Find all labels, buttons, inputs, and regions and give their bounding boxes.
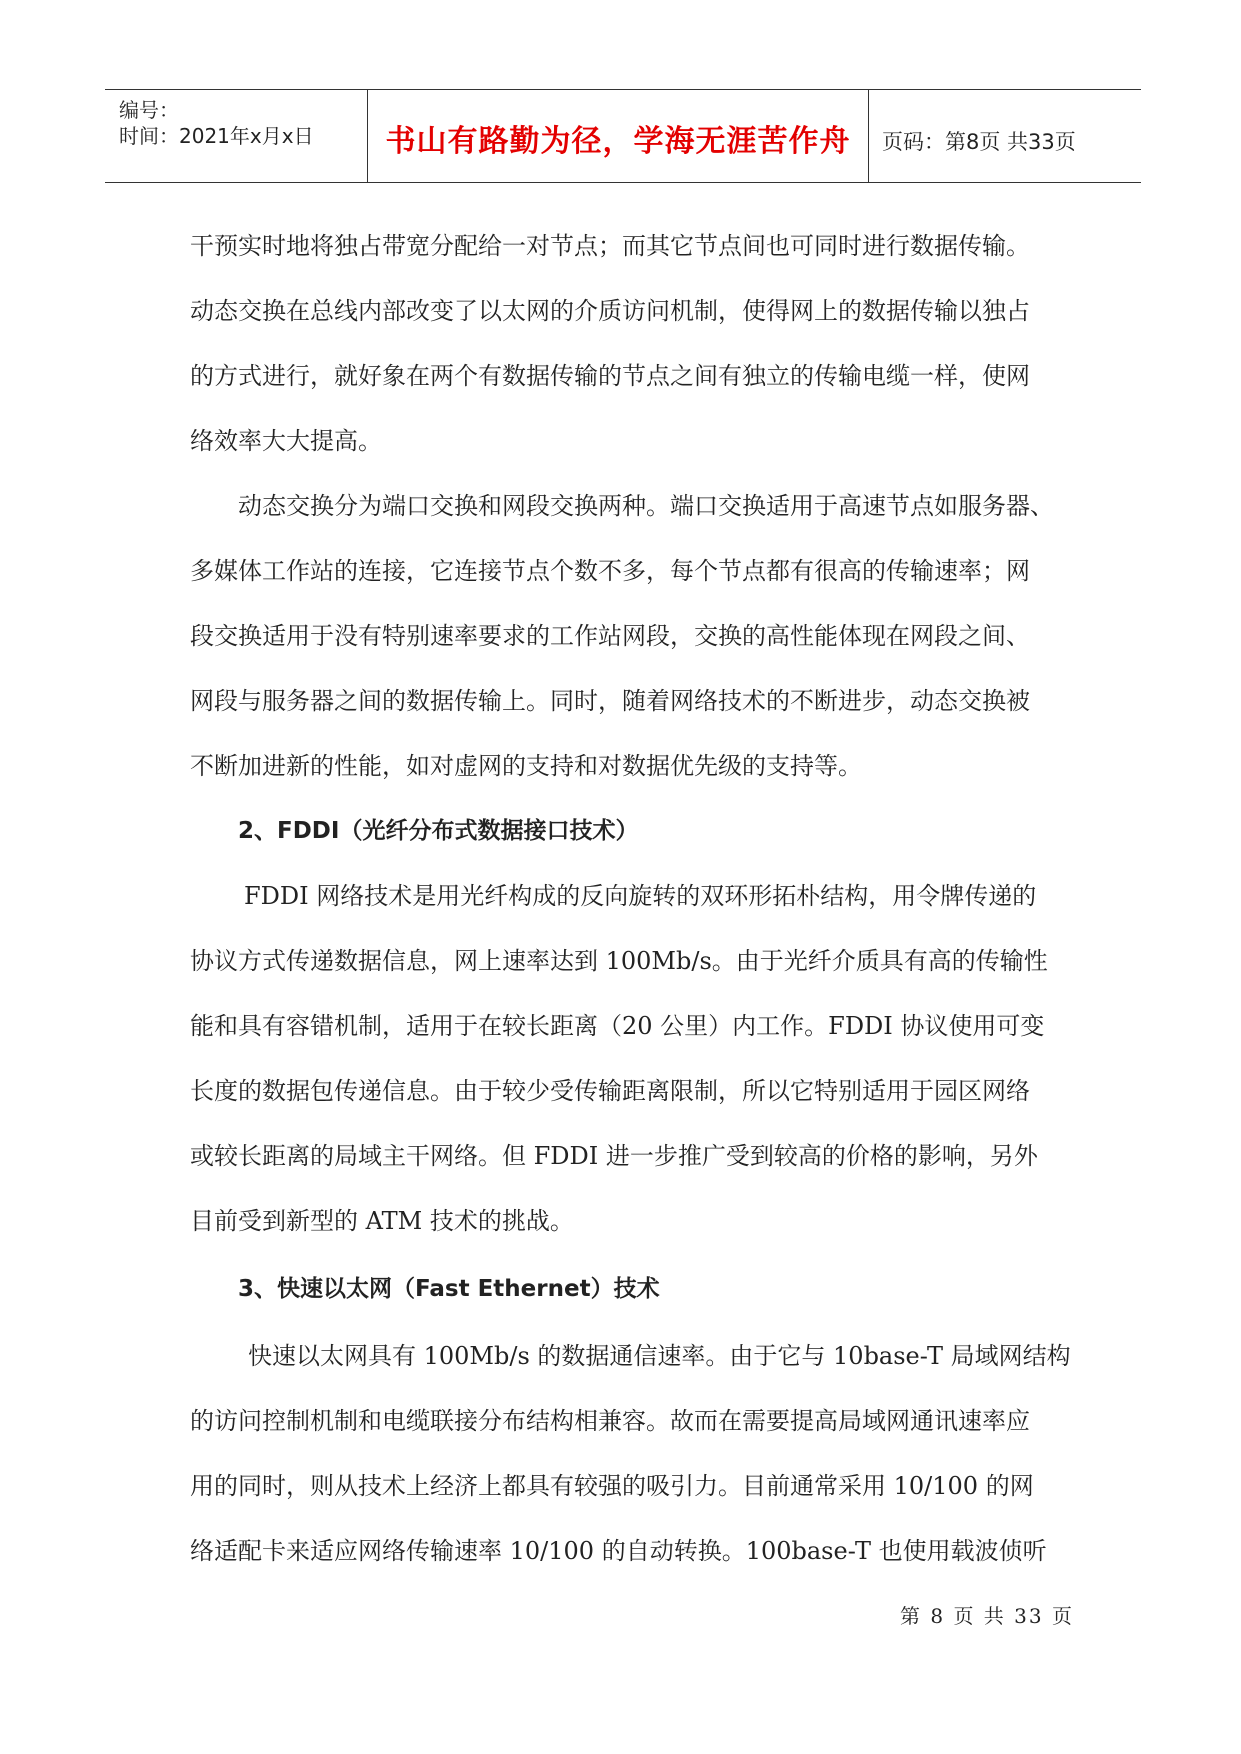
body-line: 协议方式传递数据信息，网上速率达到 100Mb/s。由于光纤介质具有高的传输性 [190, 947, 1048, 975]
body-line: 络适配卡来适应网络传输速率 10/100 的自动转换。100base-T 也使用载波侦听 [190, 1537, 1047, 1565]
body-line: 或较长距离的局域主干网络。但 FDDI 进一步推广受到较高的价格的影响，另外 [190, 1142, 1038, 1170]
body-line: 用的同时，则从技术上经济上都具有较强的吸引力。目前通常采用 10/100 的网 [190, 1472, 1034, 1500]
body-line: 目前受到新型的 ATM 技术的挑战。 [190, 1207, 574, 1235]
body-line: 动态交换在总线内部改变了以太网的介质访问机制，使得网上的数据传输以独占 [190, 297, 1030, 325]
page-footer: 第 8 页 共 33 页 [900, 1604, 1074, 1628]
header-page-label: 页码：第8页 共33页 [882, 130, 1076, 154]
body-line: 段交换适用于没有特别速率要求的工作站网段，交换的高性能体现在网段之间、 [190, 622, 1030, 650]
body-line: 快速以太网具有 100Mb/s 的数据通信速率。由于它与 10base-T 局域网结构 [248, 1342, 1071, 1370]
document-number-label: 编号： [119, 98, 179, 122]
section-heading-fast-ethernet: 3、快速以太网（Fast Ethernet）技术 [238, 1276, 660, 1302]
body-line: 干预实时地将独占带宽分配给一对节点；而其它节点间也可同时进行数据传输。 [190, 232, 1030, 260]
body-line: 动态交换分为端口交换和网段交换两种。端口交换适用于高速节点如服务器、 [238, 492, 1054, 520]
document-time-label: 时间：2021年x月x日 [119, 124, 314, 148]
body-line: 的访问控制机制和电缆联接分布结构相兼容。故而在需要提高局域网通讯速率应 [190, 1407, 1030, 1435]
body-line: 多媒体工作站的连接，它连接节点个数不多，每个节点都有很高的传输速率；网 [190, 557, 1030, 585]
body-line: 长度的数据包传递信息。由于较少受传输距离限制，所以它特别适用于园区网络 [190, 1077, 1030, 1105]
header-motto-cell [368, 90, 869, 182]
body-line: 不断加进新的性能，如对虚网的支持和对数据优先级的支持等。 [190, 752, 862, 780]
body-line: FDDI 网络技术是用光纤构成的反向旋转的双环形拓朴结构，用令牌传递的 [244, 882, 1037, 910]
body-line: 络效率大大提高。 [190, 427, 382, 455]
document-body [190, 214, 1070, 1584]
body-line: 网段与服务器之间的数据传输上。同时，随着网络技术的不断进步，动态交换被 [190, 687, 1030, 715]
document-header [105, 89, 1141, 183]
section-heading-fddi: 2、FDDI（光纤分布式数据接口技术） [238, 818, 639, 844]
header-page-cell [870, 90, 1141, 182]
body-line: 的方式进行，就好象在两个有数据传输的节点之间有独立的传输电缆一样，使网 [190, 362, 1030, 390]
header-motto: 书山有路勤为径，学海无涯苦作舟 [385, 124, 851, 159]
body-line: 能和具有容错机制，适用于在较长距离（20 公里）内工作。FDDI 协议使用可变 [190, 1012, 1045, 1040]
header-meta-cell [105, 90, 368, 182]
